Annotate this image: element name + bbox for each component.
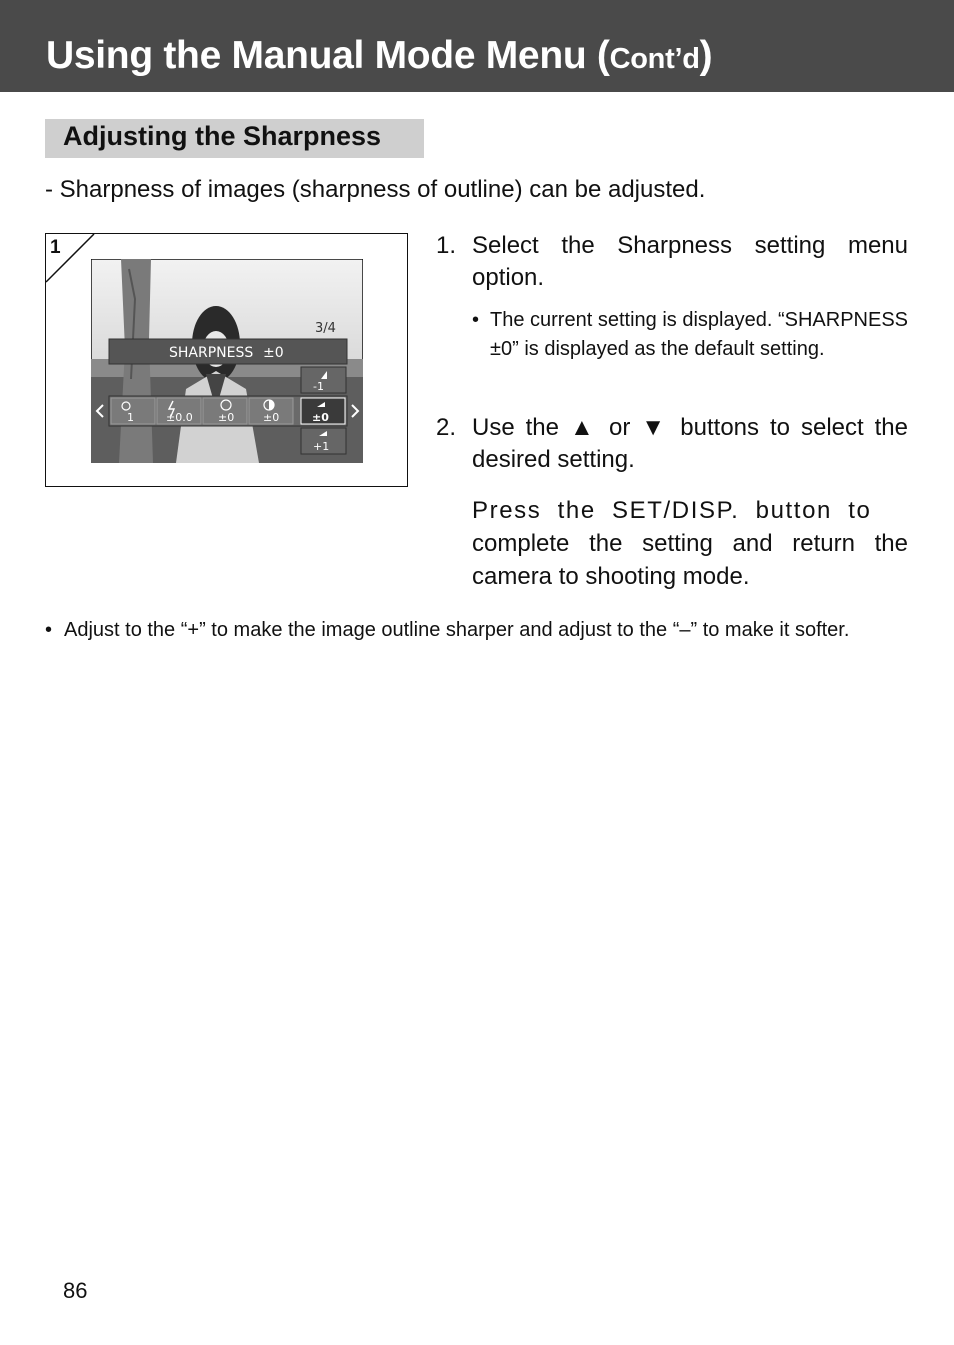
step-2-press-text bbox=[472, 494, 908, 593]
option-up-value: -1 bbox=[313, 380, 324, 393]
page-title bbox=[46, 34, 712, 78]
section-title: Adjusting the Sharpness bbox=[63, 121, 382, 151]
page-number: 86 bbox=[63, 1278, 88, 1303]
step-1-number: 1. bbox=[436, 232, 457, 259]
screen-value: ±0 bbox=[263, 345, 284, 361]
step-2-number: 2. bbox=[436, 414, 457, 441]
step-1-note-text: The current setting is displayed. “SHARPNESS ±0” is displayed as the default setting. bbox=[490, 309, 908, 360]
figure-number: 1 bbox=[50, 237, 61, 258]
menu-value-1: 1 bbox=[127, 411, 134, 424]
menu-value-5: ±0 bbox=[312, 411, 329, 424]
header-bar bbox=[0, 0, 954, 92]
figure-1 bbox=[45, 233, 408, 487]
menu-value-2: ±0.0 bbox=[166, 411, 193, 424]
camera-lcd-screen bbox=[91, 259, 363, 463]
step-1-note bbox=[472, 306, 908, 364]
option-down-value: +1 bbox=[313, 440, 330, 453]
step-2-press-rest: complete the setting and return the camera to shooting mode. bbox=[472, 530, 908, 590]
step-2-text: Use the ▲ or ▼ buttons to select the desired setting. bbox=[472, 414, 908, 473]
page-title-close: ) bbox=[699, 34, 713, 77]
footnote-bullet: • bbox=[45, 619, 53, 641]
page-indicator: 3/4 bbox=[315, 321, 336, 336]
menu-value-3: ±0 bbox=[218, 411, 235, 424]
intro-text: - Sharpness of images (sharpness of outline) can be adjusted. bbox=[45, 176, 706, 203]
step-1-text: Select the Sharpness setting menu option. bbox=[472, 232, 908, 291]
screen-label: SHARPNESS bbox=[169, 345, 254, 361]
note-bullet: • bbox=[472, 309, 480, 331]
step-2-press-first-line: Press the SET/DISP. button to bbox=[472, 497, 872, 524]
footnote-text: Adjust to the “+” to make the image outline sharper and adjust to the “–” to make it softer. bbox=[64, 619, 850, 641]
page-title-contd: Cont’d bbox=[609, 43, 700, 75]
menu-value-4: ±0 bbox=[263, 411, 280, 424]
section-heading-box bbox=[45, 119, 424, 158]
page-title-main: Using the Manual Mode Menu ( bbox=[46, 34, 610, 77]
